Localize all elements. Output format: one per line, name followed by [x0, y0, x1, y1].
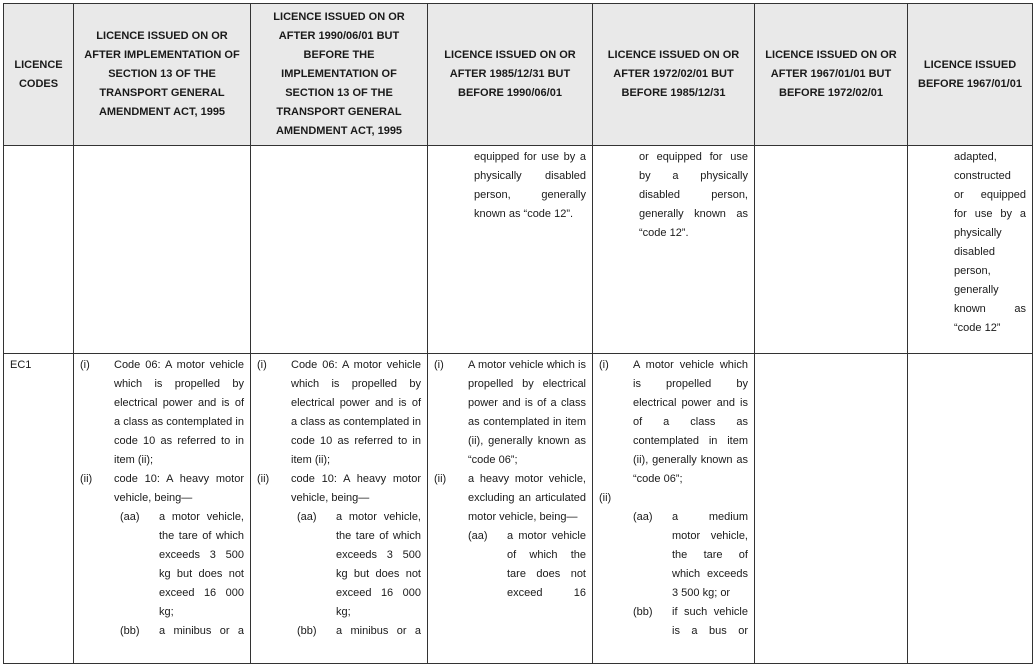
header-1967-to-1972: LICENCE ISSUED ON OR AFTER 1967/01/01 BUT BEFORE 1972/02/01 [755, 4, 908, 146]
cell-code-empty [4, 146, 74, 354]
sub-item [257, 508, 421, 622]
header-1972-to-1985: LICENCE ISSUED ON OR AFTER 1972/02/01 BUT BEFORE 1985/12/31 [593, 4, 755, 146]
item-number: (i) [80, 359, 90, 371]
header-1990-to-section-13: LICENCE ISSUED ON OR AFTER 1990/06/01 BUT BEFORE THE IMPLEMENTATION OF SECTION 13 OF THE TRANSPORT GENERAL AMENDMENT ACT, 1995 [251, 4, 428, 146]
cell-ec1-col2 [74, 354, 251, 664]
item-number: (ii) [599, 492, 612, 504]
text-line: generally known as [639, 208, 748, 220]
list-item [434, 470, 586, 527]
text-line: or equipped [954, 189, 1026, 201]
text-line: constructed [954, 170, 1011, 182]
item-text: Code 06: A motor vehicle which is propelled by electrical power and is of a class as contemplated in code 10 as referred to in item (ii); [291, 359, 421, 466]
item-number: (ii) [257, 473, 270, 485]
sub-item-number: (aa) [120, 511, 140, 523]
cell-ec1-col3 [251, 354, 428, 664]
sub-item-text: a motor vehicle, the tare of which exceeds 3 500 kg but does not exceed 16 000 kg; [159, 511, 244, 618]
list-item [257, 470, 421, 508]
sub-item-number: (aa) [297, 511, 317, 523]
text-line: known as [954, 303, 1026, 315]
sub-item-number: (bb) [120, 625, 140, 637]
item-number: (ii) [80, 473, 93, 485]
sub-item [599, 603, 748, 641]
cell-col6-empty [755, 146, 908, 354]
text-line: “code 12” [954, 322, 1001, 334]
item-number: (i) [434, 359, 444, 371]
header-row [4, 4, 1033, 146]
list-item [599, 489, 748, 508]
item-text: A motor vehicle which is propelled by electrical power and is of a class as contemplated in item (ii), generally known as “code 06”; [468, 359, 586, 466]
cell-ec1-col6-empty [755, 354, 908, 664]
item-text: code 10: A heavy motor vehicle, being— [114, 473, 244, 504]
list-item [80, 470, 244, 508]
header-1985-to-1990: LICENCE ISSUED ON OR AFTER 1985/12/31 BUT BEFORE 1990/06/01 [428, 4, 593, 146]
list-item [80, 356, 244, 470]
sub-item-number: (bb) [633, 606, 653, 618]
cell-col5-continuation [593, 146, 755, 354]
table-row-ec1 [4, 354, 1033, 664]
cell-col4-continuation [428, 146, 593, 354]
sub-item [80, 622, 244, 641]
cell-col3-empty [251, 146, 428, 354]
text-line: by a physically [639, 170, 748, 182]
text-line: for use by a [954, 208, 1026, 220]
text-line: physically [954, 227, 1002, 239]
list-item [599, 356, 748, 489]
item-number: (ii) [434, 473, 447, 485]
sub-item-text: a motor vehicle of which the tare does not exceed 16 [507, 530, 586, 599]
sub-item-text: if such vehicle is a bus or [672, 606, 748, 637]
licence-codes-table [3, 3, 1033, 664]
sub-item-text: a motor vehicle, the tare of which exceeds 3 500 kg but does not exceed 16 000 kg; [336, 511, 421, 618]
text-line: person, generally [474, 189, 586, 201]
header-licence-codes: LICENCE CODES [4, 4, 74, 146]
sub-item-text: a medium motor vehicle, the tare of which exceeds 3 500 kg; or [672, 511, 748, 599]
text-line: physically disabled [474, 170, 586, 182]
sub-item [257, 622, 421, 641]
sub-item-text: a minibus or a [159, 625, 244, 637]
text-line: disabled [954, 246, 995, 258]
sub-item-text: a minibus or a [336, 625, 421, 637]
cell-code-ec1 [4, 354, 74, 664]
list-item [257, 356, 421, 470]
cell-ec1-col5 [593, 354, 755, 664]
text-line: known as “code 12”. [474, 208, 574, 220]
table-row-continuation [4, 146, 1033, 354]
text-line: generally [954, 284, 999, 296]
sub-item [434, 527, 586, 603]
text-line: disabled person, [639, 189, 748, 201]
item-text: code 10: A heavy motor vehicle, being— [291, 473, 421, 504]
sub-item-number: (bb) [297, 625, 317, 637]
sub-item-number: (aa) [633, 511, 653, 523]
header-after-section-13: LICENCE ISSUED ON OR AFTER IMPLEMENTATION OF SECTION 13 OF THE TRANSPORT GENERAL AMENDMENT ACT, 1995 [74, 4, 251, 146]
item-text: a heavy motor vehicle, excluding an articulated motor vehicle, being— [468, 473, 586, 523]
item-number: (i) [257, 359, 267, 371]
cell-col2-empty [74, 146, 251, 354]
item-text: A motor vehicle which is propelled by electrical power and is of a class as contemplated in item (ii), generally known as “code 06”; [633, 359, 748, 485]
text-line: “code 12”. [639, 227, 689, 239]
text-line: equipped for use by a [474, 151, 586, 163]
licence-code: EC1 [10, 359, 32, 371]
item-text: Code 06: A motor vehicle which is propelled by electrical power and is of a class as contemplated in code 10 as referred to in item (ii); [114, 359, 244, 466]
cell-col7-continuation [908, 146, 1033, 354]
list-item [434, 356, 586, 470]
sub-item [80, 508, 244, 622]
text-line: or equipped for use [639, 151, 748, 163]
item-number: (i) [599, 359, 609, 371]
cell-ec1-col4 [428, 354, 593, 664]
text-line: person, [954, 265, 991, 277]
text-line: adapted, [954, 151, 997, 163]
cell-ec1-col7-empty [908, 354, 1033, 664]
sub-item [599, 508, 748, 603]
sub-item-number: (aa) [468, 530, 488, 542]
header-before-1967: LICENCE ISSUED BEFORE 1967/01/01 [908, 4, 1033, 146]
